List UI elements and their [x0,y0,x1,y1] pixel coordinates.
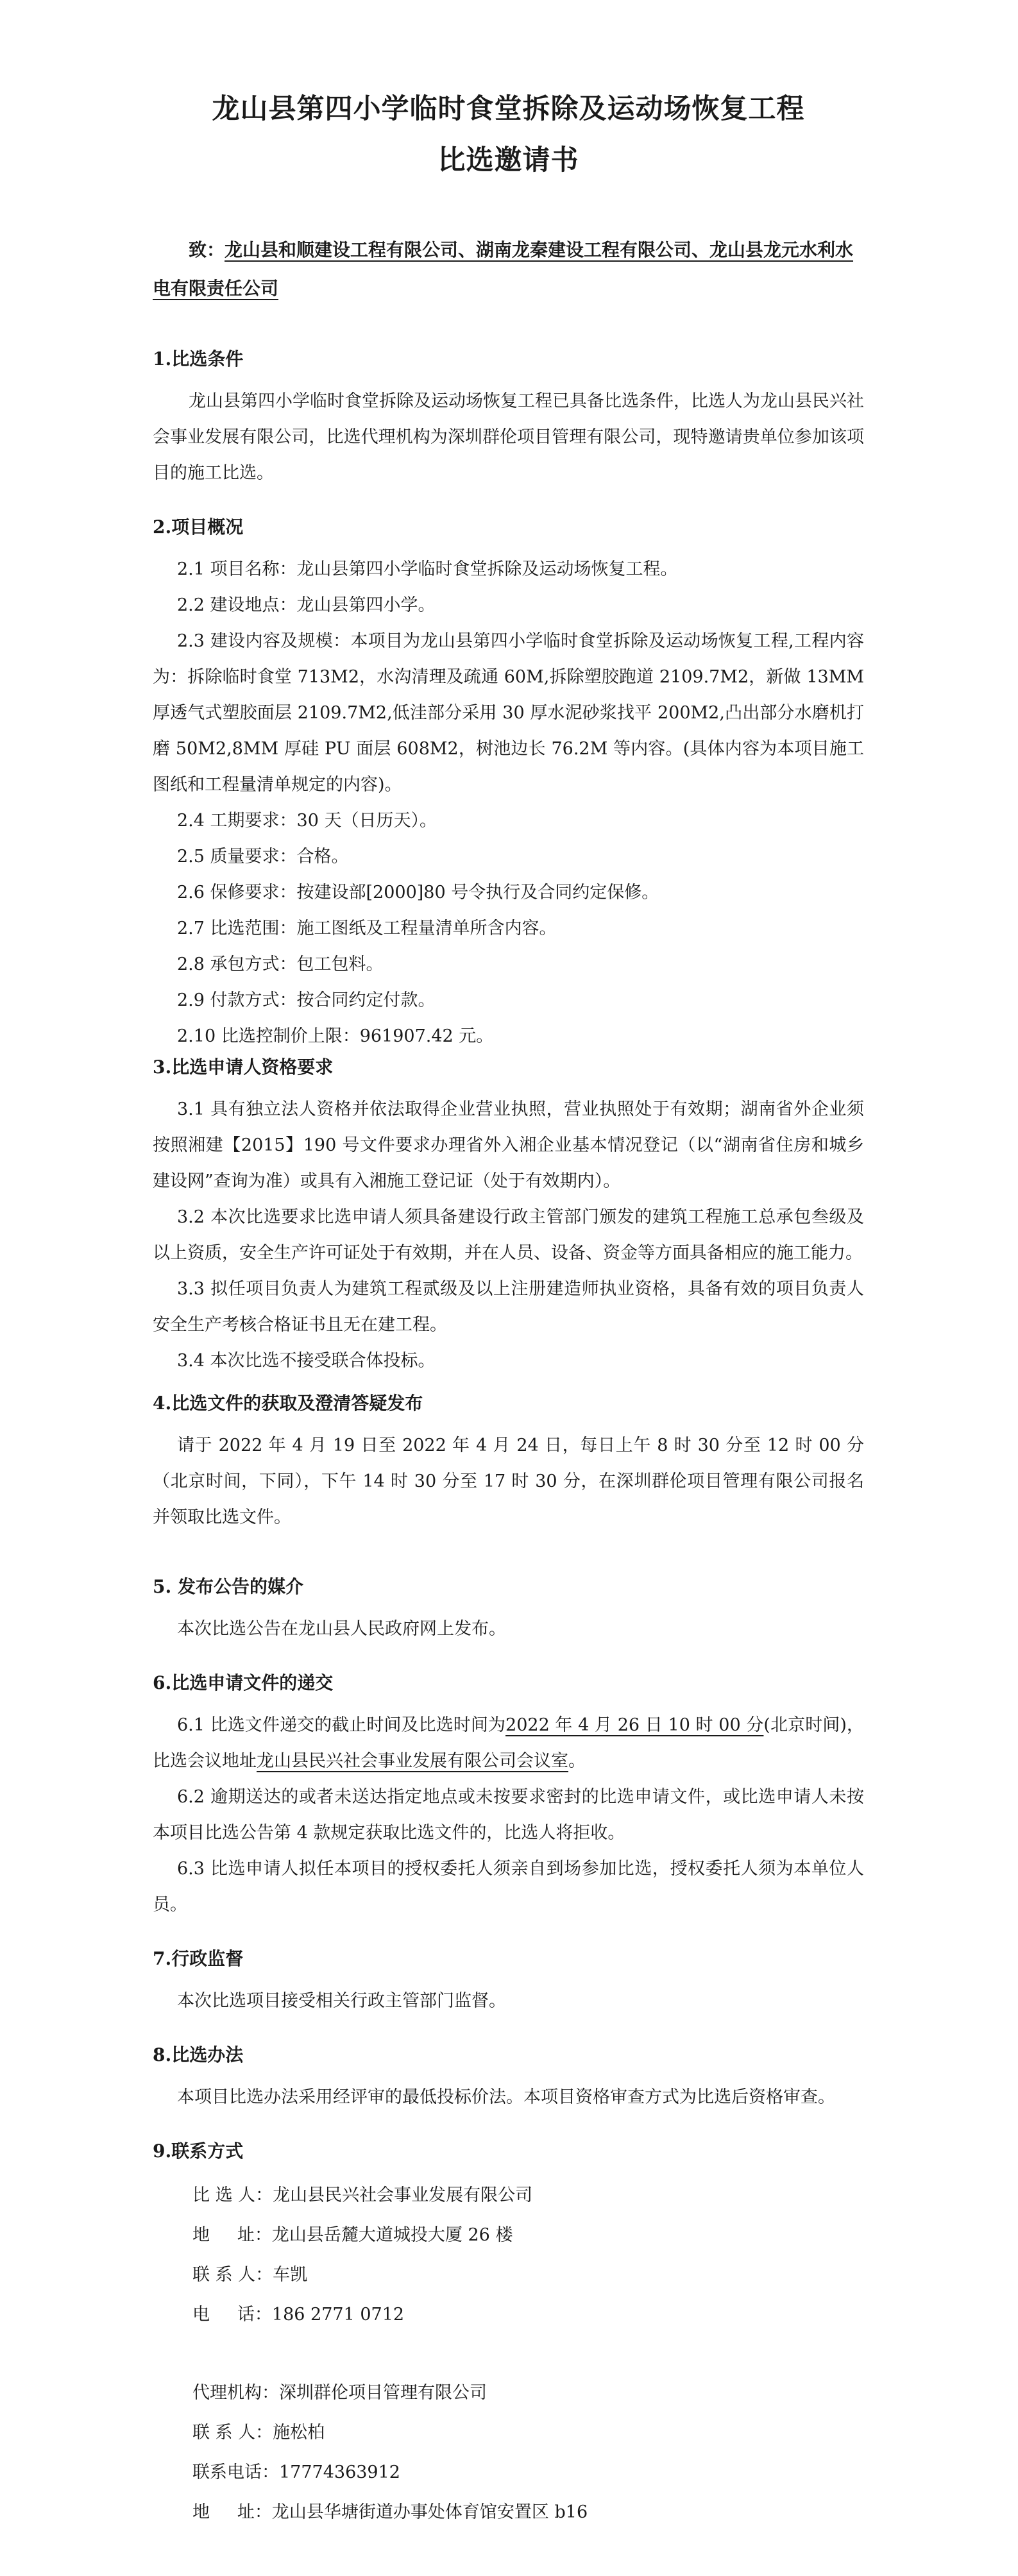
contact-row [153,2255,864,2295]
section-3-item: 3.3 拟任项目负责人为建筑工程贰级及以上注册建造师执业资格，具备有效的项目负责人安全生产考核合格证书且无在建工程。 [153,1279,864,1335]
agent-row [153,2453,864,2493]
section-3-item: 3.1 具有独立法人资格并依法取得企业营业执照，营业执照处于有效期；湖南省外企业须按照湘建【2015】190 号文件要求办理省外入湘企业基本情况登记（以“湖南省住房和城乡建设网”查询为准）或具有入湘施工登记证（处于有效期内）。 [153,1099,864,1191]
section-4 [153,1391,864,1536]
section-7-body: 本次比选项目接受相关行政主管部门监督。 [177,1991,506,2011]
section-6-item-1-post: 。 [568,1751,586,1771]
section-2-item: 2.5 质量要求：合格。 [177,847,349,867]
section-6-item-3: 6.3 比选申请人拟任本项目的授权委托人须亲自到场参加比选，授权委托人须为本单位人员。 [153,1859,864,1915]
agent-value: 龙山县华塘街道办事处体育馆安置区 b16 [271,2502,588,2522]
contact-row [153,2176,864,2216]
agent-label: 联系电话： [192,2462,279,2482]
contact-value: 186 2771 0712 [271,2305,405,2325]
recipient-prefix: 致： [189,239,225,260]
document-subtitle: 比选邀请书 [437,144,579,176]
section-5-body: 本次比选公告在龙山县人民政府网上发布。 [177,1619,506,1639]
section-2-item: 2.1 项目名称：龙山县第四小学临时食堂拆除及运动场恢复工程。 [177,559,678,579]
section-6 [153,1670,864,1923]
section-7-heading: 7.行政监督 [153,1948,244,1969]
agent-label: 地 址： [192,2502,272,2522]
agent-label: 代理机构： [192,2383,279,2403]
section-2-item: 2.7 比选范围：施工图纸及工程量清单所含内容。 [177,919,557,938]
section-2-item: 2.4 工期要求：30 天（日历天）。 [177,811,437,831]
agent-value: 17774363912 [279,2462,400,2482]
section-1-body: 龙山县第四小学临时食堂拆除及运动场恢复工程已具备比选条件，比选人为龙山县民兴社会事业发展有限公司，比选代理机构为深圳群伦项目管理有限公司，现特邀请贵单位参加该项目的施工比选。 [153,391,864,483]
section-2-item: 2.2 建设地点：龙山县第四小学。 [177,595,436,615]
agent-row [153,2373,864,2413]
section-7 [153,1946,864,2019]
section-9-heading: 9.联系方式 [153,2140,244,2162]
agent-label: 联 系 人： [192,2423,273,2443]
contact-label: 电 话： [192,2305,272,2325]
section-2 [153,514,864,1055]
section-6-item-2: 6.2 逾期送达的或者未送达指定地点或未按要求密封的比选申请文件，或比选申请人未按本项目比选公告第 4 款规定获取比选文件的，比选人将拒收。 [153,1787,864,1843]
section-2-item: 2.10 比选控制价上限：961907.42 元。 [177,1026,494,1046]
contact-row [153,2295,864,2335]
section-2-heading: 2.项目概况 [153,516,244,538]
section-8-body: 本项目比选办法采用经评审的最低投标价法。本项目资格审查方式为比选后资格审查。 [177,2087,835,2107]
meeting-place: 龙山县民兴社会事业发展有限公司会议室 [257,1751,568,1771]
contact-label: 比 选 人： [192,2185,273,2205]
section-1 [153,346,864,491]
deadline-time: 2022 年 4 月 26 日 10 时 00 分 [505,1715,764,1735]
section-6-item-1-mid: (北京时间)，比选会议地址 [153,1715,864,1771]
section-8-heading: 8.比选办法 [153,2044,244,2065]
section-2-item: 2.9 付款方式：按合同约定付款。 [177,990,436,1010]
contact-value: 龙山县民兴社会事业发展有限公司 [273,2185,533,2205]
section-4-body: 请于 2022 年 4 月 19 日至 2022 年 4 月 24 日，每日上午 8 时 30 分至 12 时 00 分（北京时间，下同），下午 14 时 30 分至 17 时 30 分，在深圳群伦项目管理有限公司报名并领取比选文件。 [153,1436,864,1527]
section-6-item-1 [153,1707,864,1779]
agent-value: 深圳群伦项目管理有限公司 [279,2383,487,2403]
contact-value: 龙山县岳麓大道城投大厦 26 楼 [271,2225,513,2245]
section-3-heading: 3.比选申请人资格要求 [153,1056,334,1078]
section-1-heading: 1.比选条件 [153,348,244,369]
contact-value: 车凯 [273,2265,308,2285]
contact-label: 地 址： [192,2225,272,2245]
section-2-item: 2.3 建设内容及规模：本项目为龙山县第四小学临时食堂拆除及运动场恢复工程,工程内容为：拆除临时食堂 713M2，水沟清理及疏通 60M,拆除塑胶跑道 2109.7M2，新做 13MM 厚透气式塑胶面层 2109.7M2,低洼部分采用 30 厚水泥砂浆找平 200M2,凸出部分水磨机打磨 50M2,8MM 厚硅 PU 面层 608M2，树池边长 76.2M 等内容。(具体内容为本项目施工图纸和工程量清单规定的内容)。 [153,631,864,795]
section-9 [153,2139,864,2532]
agent-row [153,2493,864,2532]
section-2-item: 2.8 承包方式：包工包料。 [177,954,384,974]
recipient-names: 龙山县和顺建设工程有限公司、湖南龙秦建设工程有限公司、龙山县龙元水利水电有限责任公司 [153,239,854,299]
section-3 [153,1055,864,1379]
section-2-item: 2.6 保修要求：按建设部[2000]80 号令执行及合同约定保修。 [177,883,659,902]
contact-row [153,2216,864,2255]
section-8 [153,2042,864,2115]
agent-row [153,2413,864,2453]
contact-label: 联 系 人： [192,2265,273,2285]
recipient-line [153,231,864,308]
section-5-heading: 5. 发布公告的媒介 [153,1576,303,1597]
section-6-item-1-pre: 6.1 比选文件递交的截止时间及比选时间为 [177,1715,506,1735]
agent-value: 施松柏 [273,2423,325,2443]
section-3-item: 3.4 本次比选不接受联合体投标。 [177,1351,436,1371]
section-5 [153,1574,864,1647]
section-4-heading: 4.比选文件的获取及澄清答疑发布 [153,1393,423,1414]
section-6-heading: 6.比选申请文件的递交 [153,1672,334,1693]
section-3-item: 3.2 本次比选要求比选申请人须具备建设行政主管部门颁发的建筑工程施工总承包叁级及以上资质，安全生产许可证处于有效期，并在人员、设备、资金等方面具备相应的施工能力。 [153,1207,864,1263]
document-title: 龙山县第四小学临时食堂拆除及运动场恢复工程 [212,93,805,125]
